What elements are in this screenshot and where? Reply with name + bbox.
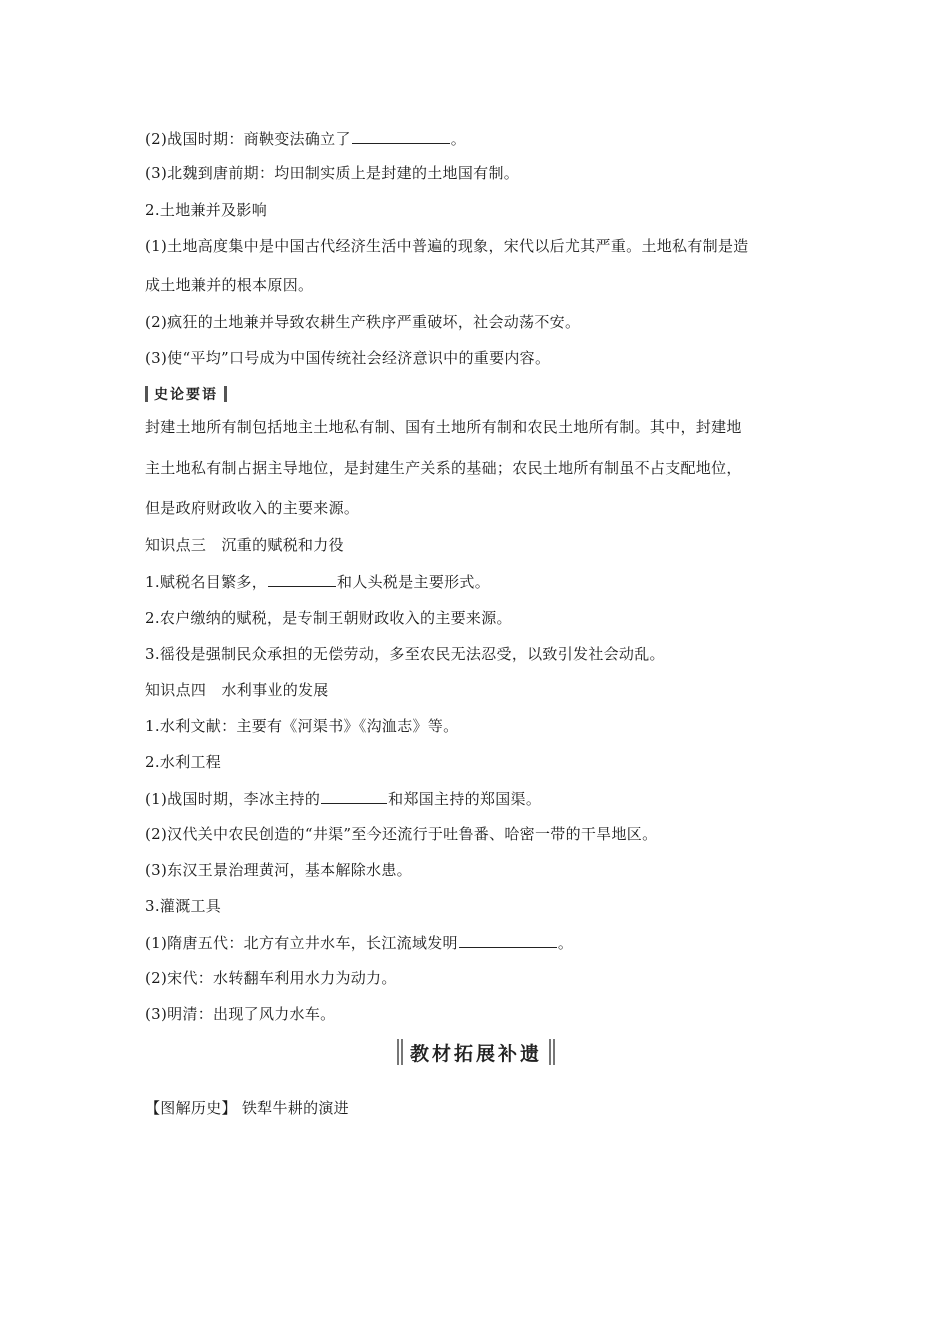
section-tag (145, 384, 227, 404)
section-heading: 2.水利工程 (145, 753, 222, 771)
text-line: 主土地私有制占据主导地位，是封建生产关系的基础；农民土地所有制虽不占支配地位， (145, 459, 742, 477)
text-line: (3)明清：出现了风力水车。 (145, 1005, 336, 1023)
text-line: (2)汉代关中农民创造的“井渠”至今还流行于吐鲁番、哈密一带的干旱地区。 (145, 825, 658, 843)
text-segment: 。 (450, 130, 467, 148)
text-line: 成土地兼并的根本原因。 (145, 276, 314, 294)
text-line (145, 128, 466, 149)
text-segment: (2)战国时期：商鞅变法确立了 (145, 130, 351, 148)
text-line: (2)宋代：水转翻车利用水力为动力。 (145, 969, 397, 987)
section-heading: 知识点三 沉重的赋税和力役 (145, 536, 344, 554)
text-line (145, 571, 490, 592)
tag-label: 史论要语 (154, 387, 218, 403)
text-line: 2.农户缴纳的赋税，是专制王朝财政收入的主要来源。 (145, 609, 512, 627)
text-line: 但是政府财政收入的主要来源。 (145, 499, 360, 517)
section-banner (396, 1037, 556, 1067)
banner-bar (401, 1039, 403, 1065)
fill-blank (321, 788, 387, 804)
section-heading: 知识点四 水利事业的发展 (145, 681, 329, 699)
text-line: 1.水利文献：主要有《河渠书》《沟洫志》等。 (145, 717, 459, 735)
text-line (145, 788, 541, 809)
tag-bar-left (145, 386, 148, 402)
section-heading: 2.土地兼并及影响 (145, 201, 268, 219)
text-segment: (1)隋唐五代：北方有立井水车，长江流域发明 (145, 934, 458, 952)
tag-bar-right (224, 386, 227, 402)
text-line: (3)使“平均”口号成为中国传统社会经济意识中的重要内容。 (145, 349, 551, 367)
figure-caption: 【图解历史】 铁犁牛耕的演进 (145, 1099, 349, 1117)
text-segment: 和郑国主持的郑国渠。 (388, 790, 542, 808)
text-segment: 和人头税是主要形式。 (337, 573, 491, 591)
text-line: (3)东汉王景治理黄河，基本解除水患。 (145, 861, 412, 879)
fill-blank (268, 571, 336, 587)
text-segment: (1)战国时期，李冰主持的 (145, 790, 321, 808)
text-line: (3)北魏到唐前期：均田制实质上是封建的土地国有制。 (145, 164, 520, 182)
text-segment: 1.赋税名目繁多， (145, 573, 268, 591)
section-heading: 3.灌溉工具 (145, 897, 222, 915)
text-line (145, 932, 573, 953)
text-line: 3.徭役是强制民众承担的无偿劳动，多至农民无法忍受，以致引发社会动乱。 (145, 645, 665, 663)
banner-bar (397, 1039, 399, 1065)
text-line: (1)土地高度集中是中国古代经济生活中普遍的现象，宋代以后尤其严重。土地私有制是造 (145, 237, 749, 255)
banner-bar (553, 1039, 555, 1065)
banner-title: 教材拓展补遗 (410, 1042, 543, 1065)
banner-bar (549, 1039, 551, 1065)
text-line: (2)疯狂的土地兼并导致农耕生产秩序严重破坏，社会动荡不安。 (145, 313, 581, 331)
text-line: 封建土地所有制包括地主土地私有制、国有土地所有制和农民土地所有制。其中，封建地 (145, 418, 742, 436)
text-segment: 。 (557, 934, 574, 952)
fill-blank (459, 932, 557, 948)
fill-blank (352, 128, 450, 144)
